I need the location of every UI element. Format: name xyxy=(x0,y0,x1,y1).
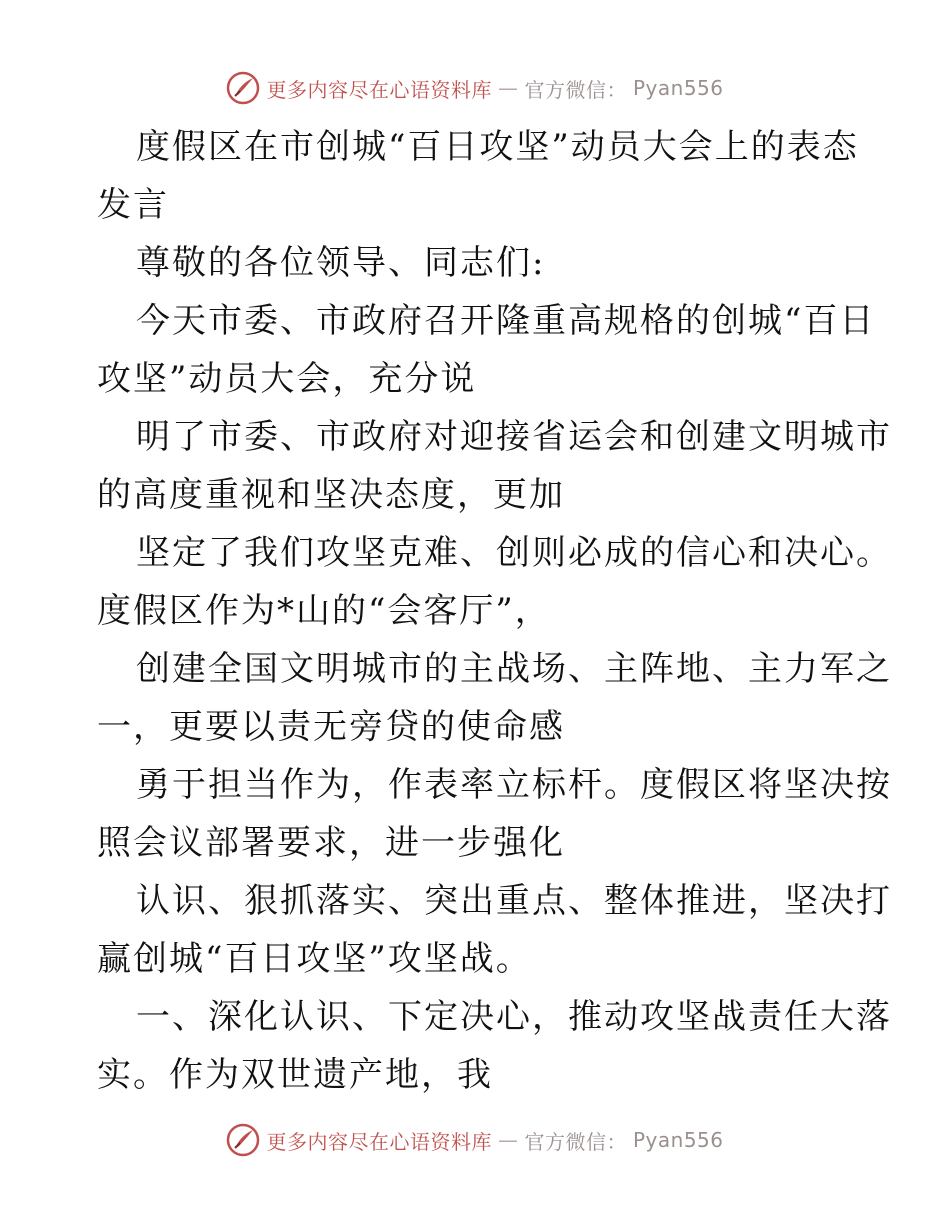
quill-logo-icon xyxy=(226,1123,260,1157)
paragraph-line: 今天市委、市政府召开隆重高规格的创城“百日 xyxy=(136,301,876,341)
paragraph-line: 度假区作为*山的“会客厅”， xyxy=(97,591,551,631)
paragraph-line: 攻坚”动员大会，充分说 xyxy=(97,359,477,399)
paragraph-line: 一，更要以责无旁贷的使命感 xyxy=(97,707,565,747)
footer-watermark xyxy=(0,1120,950,1160)
watermark-brand-text: 更多内容尽在心语资料库 xyxy=(266,1129,492,1154)
title-line-1: 度假区在市创城“百日攻坚”动员大会上的表态 xyxy=(136,127,859,167)
paragraph-line: 创建全国文明城市的主战场、主阵地、主力军之 xyxy=(136,649,892,689)
paragraph-line: 的高度重视和坚决态度，更加 xyxy=(97,475,565,515)
watermark-wechat-id: Pyan556 xyxy=(632,76,724,100)
paragraph-line: 明了市委、市政府对迎接省运会和创建文明城市 xyxy=(136,417,892,457)
title-line-2: 发言 xyxy=(97,185,169,225)
watermark-wechat-id: Pyan556 xyxy=(632,1128,724,1152)
section-heading-line: 一、深化认识、下定决心，推动攻坚战责任大落 xyxy=(136,997,892,1037)
paragraph-line: 坚定了我们攻坚克难、创则必成的信心和决心。 xyxy=(136,533,892,573)
watermark-official-text: 官方微信： xyxy=(524,77,627,102)
watermark-brand-text: 更多内容尽在心语资料库 xyxy=(266,77,492,102)
paragraph-line: 勇于担当作为，作表率立标杆。度假区将坚决按 xyxy=(136,765,892,805)
quill-logo-icon xyxy=(226,71,260,105)
paragraph-line: 照会议部署要求，进一步强化 xyxy=(97,823,565,863)
paragraph-line: 赢创城“百日攻坚”攻坚战。 xyxy=(97,939,532,979)
paragraph-line: 认识、狠抓落实、突出重点、整体推进，坚决打 xyxy=(136,881,892,921)
salutation: 尊敬的各位领导、同志们: xyxy=(136,243,546,283)
watermark-dash: — xyxy=(497,1128,519,1152)
watermark-dash: — xyxy=(497,76,519,100)
header-watermark xyxy=(0,68,950,108)
watermark-official-text: 官方微信： xyxy=(524,1129,627,1154)
paragraph-line: 实。作为双世遗产地，我 xyxy=(97,1055,493,1095)
